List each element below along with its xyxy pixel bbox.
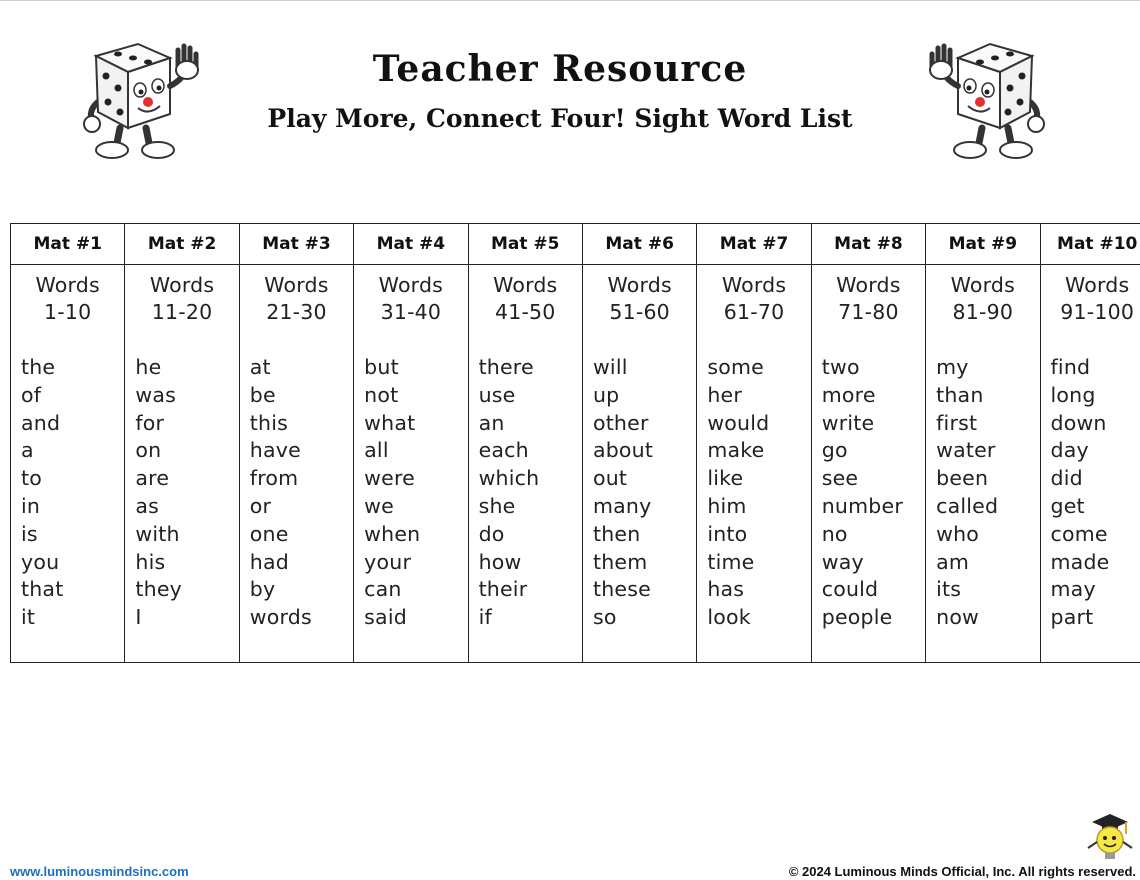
word-list	[697, 354, 810, 632]
mat-header: Mat #5	[468, 224, 582, 265]
mat-column	[11, 265, 125, 663]
word-list	[469, 354, 582, 632]
list-item: your	[364, 549, 412, 574]
list-item: so	[592, 605, 617, 630]
table-header-row	[11, 224, 1140, 265]
list-item: were	[364, 466, 415, 491]
page-title: Teacher Resource	[372, 48, 748, 90]
mat-column	[354, 265, 468, 663]
list-item: that	[21, 577, 64, 602]
mat-column	[1040, 265, 1140, 663]
list-item: some	[707, 355, 764, 379]
list-item: than	[936, 382, 984, 407]
word-range	[469, 272, 582, 326]
list-item: look	[707, 605, 751, 630]
list-item: way	[821, 549, 864, 574]
word-range-numbers: 41-50	[494, 300, 556, 324]
list-item: all	[364, 438, 389, 463]
list-item: words	[249, 605, 312, 630]
word-range-label: Words	[607, 273, 672, 297]
list-item: may	[1050, 577, 1096, 602]
list-item: one	[249, 521, 289, 546]
list-item: get	[1050, 493, 1085, 518]
top-rule	[0, 0, 1140, 1]
word-range	[125, 272, 238, 326]
list-item: other	[592, 410, 649, 435]
mat-column	[926, 265, 1040, 663]
list-item: them	[592, 549, 648, 574]
list-item: will	[592, 355, 628, 379]
list-item: from	[249, 466, 299, 491]
word-list	[11, 354, 124, 632]
list-item: write	[821, 410, 875, 435]
mat-column	[125, 265, 239, 663]
list-item: did	[1050, 466, 1083, 491]
list-item: now	[936, 605, 980, 630]
lightbulb-graduate-icon	[1082, 808, 1138, 868]
word-range-label: Words	[1065, 273, 1130, 297]
list-item: long	[1050, 382, 1096, 407]
list-item: him	[707, 493, 747, 518]
mat-column	[582, 265, 696, 663]
word-range	[583, 272, 696, 326]
list-item: my	[936, 355, 969, 379]
list-item: she	[478, 493, 516, 518]
word-range-label: Words	[264, 273, 329, 297]
word-range	[354, 272, 467, 326]
list-item: its	[936, 577, 962, 602]
list-item: and	[21, 410, 61, 435]
list-item: this	[249, 410, 288, 435]
list-item: about	[592, 438, 654, 463]
word-range-label: Words	[378, 273, 444, 297]
list-item: with	[135, 521, 180, 546]
list-item: on	[135, 438, 162, 463]
list-item: like	[707, 466, 744, 491]
mat-header: Mat #2	[125, 224, 239, 265]
sight-word-table	[10, 223, 1140, 663]
list-item: can	[364, 577, 402, 602]
list-item: by	[249, 577, 276, 602]
list-item: into	[707, 521, 748, 546]
list-item: there	[478, 355, 534, 379]
list-item: number	[821, 493, 903, 518]
list-item: been	[936, 466, 989, 491]
list-item: find	[1050, 355, 1091, 379]
word-range-label: Words	[836, 273, 901, 297]
list-item: two	[821, 355, 860, 379]
word-range-numbers: 11-20	[151, 300, 213, 324]
word-range-numbers: 61-70	[723, 300, 785, 324]
list-item: no	[821, 521, 848, 546]
list-item: first	[936, 410, 978, 435]
list-item: use	[478, 382, 516, 407]
list-item: her	[707, 382, 742, 407]
list-item: or	[249, 493, 272, 518]
mat-header: Mat #9	[926, 224, 1040, 265]
mat-header: Mat #10	[1040, 224, 1140, 265]
word-list	[583, 354, 696, 632]
list-item: have	[249, 438, 301, 463]
list-item: was	[135, 382, 176, 407]
list-item: which	[478, 466, 540, 491]
mat-column	[811, 265, 925, 663]
list-item: we	[364, 493, 394, 518]
list-item: more	[821, 382, 876, 407]
list-item: what	[364, 410, 416, 435]
list-item: are	[135, 466, 170, 491]
mat-header: Mat #4	[354, 224, 468, 265]
list-item: would	[707, 410, 770, 435]
mat-header: Mat #1	[11, 224, 125, 265]
mat-header: Mat #8	[811, 224, 925, 265]
list-item: water	[936, 438, 996, 463]
word-list	[1041, 354, 1140, 632]
list-item: made	[1050, 549, 1110, 574]
list-item: many	[592, 493, 652, 518]
word-range-numbers: 71-80	[838, 300, 899, 324]
dice-mascot-icon	[910, 36, 1050, 164]
list-item: to	[21, 466, 42, 491]
word-range-label: Words	[493, 273, 558, 297]
word-range-label: Words	[721, 273, 787, 297]
list-item: of	[21, 382, 42, 407]
list-item: has	[707, 577, 745, 602]
mat-column	[468, 265, 582, 663]
table-row	[11, 265, 1140, 663]
list-item: do	[478, 521, 505, 546]
website-link[interactable]: www.luminousmindsinc.com	[10, 864, 189, 879]
list-item: not	[364, 382, 399, 407]
list-item: people	[821, 605, 893, 630]
list-item: as	[135, 493, 160, 518]
list-item: called	[936, 493, 999, 518]
word-range	[1041, 272, 1140, 326]
mat-column	[697, 265, 811, 663]
word-range	[11, 272, 124, 326]
list-item: see	[821, 466, 859, 491]
list-item: each	[478, 438, 529, 463]
list-item: down	[1050, 410, 1107, 435]
list-item: for	[135, 410, 165, 435]
list-item: they	[135, 577, 182, 602]
page-subtitle: Play More, Connect Four! Sight Word List	[267, 104, 853, 133]
list-item: an	[478, 410, 505, 435]
word-list	[125, 354, 238, 632]
word-range	[926, 272, 1039, 326]
mat-column	[239, 265, 353, 663]
list-item: but	[364, 355, 399, 379]
word-range	[697, 272, 810, 326]
word-range-numbers: 51-60	[609, 300, 670, 324]
word-range-numbers: 31-40	[380, 300, 442, 324]
word-list	[926, 354, 1039, 632]
list-item: had	[249, 549, 289, 574]
mat-header: Mat #3	[239, 224, 353, 265]
word-list	[354, 354, 467, 632]
word-range-numbers: 91-100	[1060, 300, 1135, 324]
list-item: up	[592, 382, 620, 407]
list-item: who	[936, 521, 980, 546]
list-item: I	[135, 605, 142, 630]
word-range-label: Words	[149, 273, 215, 297]
list-item: he	[135, 355, 162, 379]
list-item: in	[21, 493, 41, 518]
list-item: could	[821, 577, 879, 602]
word-range-label: Words	[950, 273, 1015, 297]
list-item: come	[1050, 521, 1108, 546]
list-item: it	[21, 605, 36, 630]
mat-header: Mat #7	[697, 224, 811, 265]
list-item: when	[364, 521, 421, 546]
list-item: then	[592, 521, 641, 546]
list-item: their	[478, 577, 528, 602]
word-range-numbers: 1-10	[44, 300, 92, 324]
word-range	[240, 272, 353, 326]
word-range-numbers: 21-30	[266, 300, 327, 324]
list-item: be	[249, 382, 276, 407]
mat-header: Mat #6	[582, 224, 696, 265]
list-item: his	[135, 549, 166, 574]
word-range-label: Words	[35, 273, 100, 297]
list-item: you	[21, 549, 60, 574]
list-item: these	[592, 577, 651, 602]
list-item: out	[592, 466, 628, 491]
list-item: a	[21, 438, 34, 463]
list-item: at	[249, 355, 271, 379]
word-range	[812, 272, 925, 326]
list-item: time	[707, 549, 755, 574]
list-item: the	[21, 355, 56, 379]
copyright-notice: © 2024 Luminous Minds Official, Inc. All rights reserved.	[788, 864, 1136, 879]
list-item: how	[478, 549, 522, 574]
list-item: part	[1050, 605, 1094, 630]
word-list	[240, 354, 353, 632]
word-list	[812, 354, 925, 632]
list-item: day	[1050, 438, 1089, 463]
list-item: am	[936, 549, 970, 574]
list-item: make	[707, 438, 765, 463]
list-item: if	[478, 605, 492, 630]
list-item: go	[821, 438, 848, 463]
word-range-numbers: 81-90	[952, 300, 1014, 324]
list-item: is	[21, 521, 38, 546]
list-item: said	[364, 605, 407, 630]
